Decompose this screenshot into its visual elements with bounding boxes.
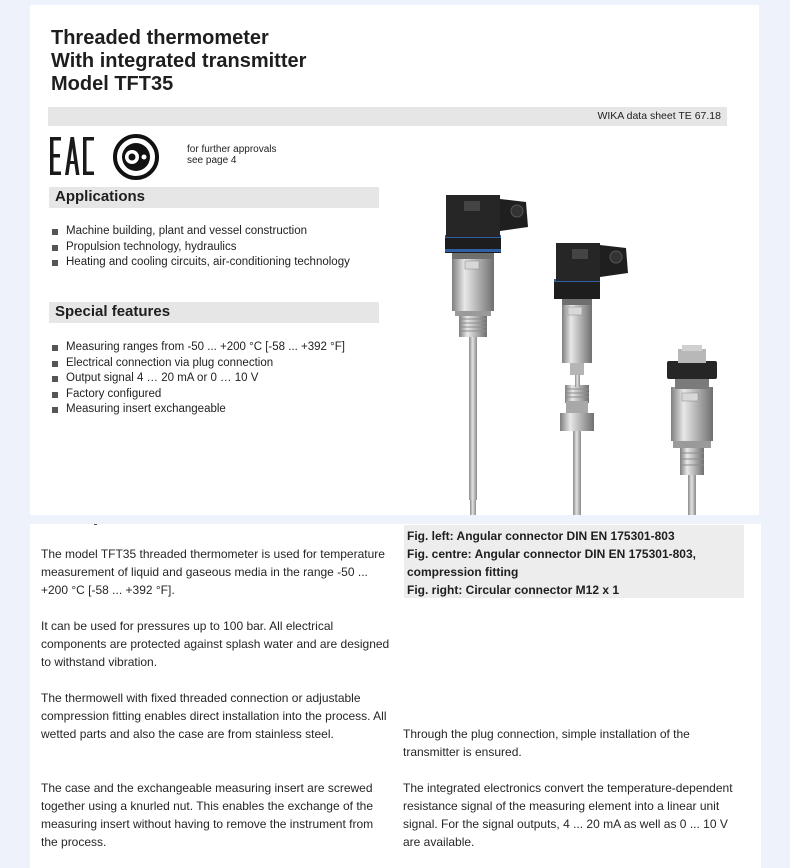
approvals-note-line-1: for further approvals	[187, 144, 277, 155]
description-paragraph-3: The thermowell with fixed threaded connection or adjustable compression fitting enables direct installation into the process. All wetted parts and also the case are from stainless steel.	[41, 691, 387, 741]
title-line-2: With integrated transmitter	[51, 50, 307, 72]
datasheet-front-page	[30, 5, 759, 515]
centre-thermometer	[554, 243, 628, 515]
certification-mark-icon	[112, 133, 160, 186]
list-item: Measuring ranges from -50 ... +200 °C [-58 ... +392 °F]	[52, 340, 345, 356]
description-paragraph-4: The case and the exchangeable measuring insert are screwed together using a knurled nut. This enables the exchange of the measuring insert without having to remove the instrument from the process.	[41, 781, 374, 849]
left-thermometer	[445, 195, 528, 515]
page-mark	[94, 524, 97, 525]
caption-line-1: Fig. left: Angular connector DIN EN 175301-803	[407, 529, 675, 543]
special-features-heading-bar	[49, 302, 379, 323]
list-item: Measuring insert exchangeable	[52, 402, 345, 418]
figure-caption	[404, 525, 744, 598]
list-item: Factory configured	[52, 387, 345, 403]
applications-heading: Applications	[55, 188, 146, 205]
datasheet-description-page	[30, 524, 761, 868]
list-item: Output signal 4 … 20 mA or 0 … 10 V	[52, 371, 345, 387]
eac-logo-icon	[50, 137, 94, 180]
data-sheet-number: WIKA data sheet TE 67.18	[597, 110, 721, 122]
caption-line-2: Fig. centre: Angular connector DIN EN 175301-803,	[407, 547, 696, 561]
approvals-note	[187, 144, 277, 166]
product-photo	[386, 175, 726, 515]
special-features-list	[52, 340, 345, 418]
description-paragraph-6: The integrated electronics convert the temperature-dependent resistance signal of the measuring element into a linear unit signal. For the signal outputs, 4 ... 20 mA as well as 0 ... 10 V are available.	[403, 781, 733, 849]
caption-line-3: compression fitting	[407, 565, 519, 579]
description-paragraph-1: The model TFT35 threaded thermometer is used for temperature measurement of liquid and gaseous media in the range -50 ... +200 °C [-58 ... +392 °F].	[41, 547, 385, 597]
caption-line-4: Fig. right: Circular connector M12 x 1	[407, 583, 620, 597]
description-paragraph-5: Through the plug connection, simple installation of the transmitter is ensured.	[403, 727, 690, 759]
list-item: Machine building, plant and vessel construction	[52, 224, 350, 240]
title-line-1: Threaded thermometer	[51, 27, 269, 49]
special-features-heading: Special features	[55, 303, 171, 320]
page-title	[51, 27, 306, 96]
list-item: Heating and cooling circuits, air-conditioning technology	[52, 255, 350, 271]
list-item: Propulsion technology, hydraulics	[52, 240, 350, 256]
right-thermometer	[667, 345, 717, 515]
data-sheet-bar	[48, 107, 727, 126]
approvals-note-line-2: see page 4	[187, 155, 237, 166]
list-item: Electrical connection via plug connection	[52, 356, 345, 372]
title-line-3: Model TFT35	[51, 73, 174, 95]
description-paragraph-2: It can be used for pressures up to 100 bar. All electrical components are protected against splash water and are designed to withstand vibration.	[41, 619, 390, 669]
applications-heading-bar	[49, 187, 379, 208]
applications-list	[52, 224, 350, 271]
